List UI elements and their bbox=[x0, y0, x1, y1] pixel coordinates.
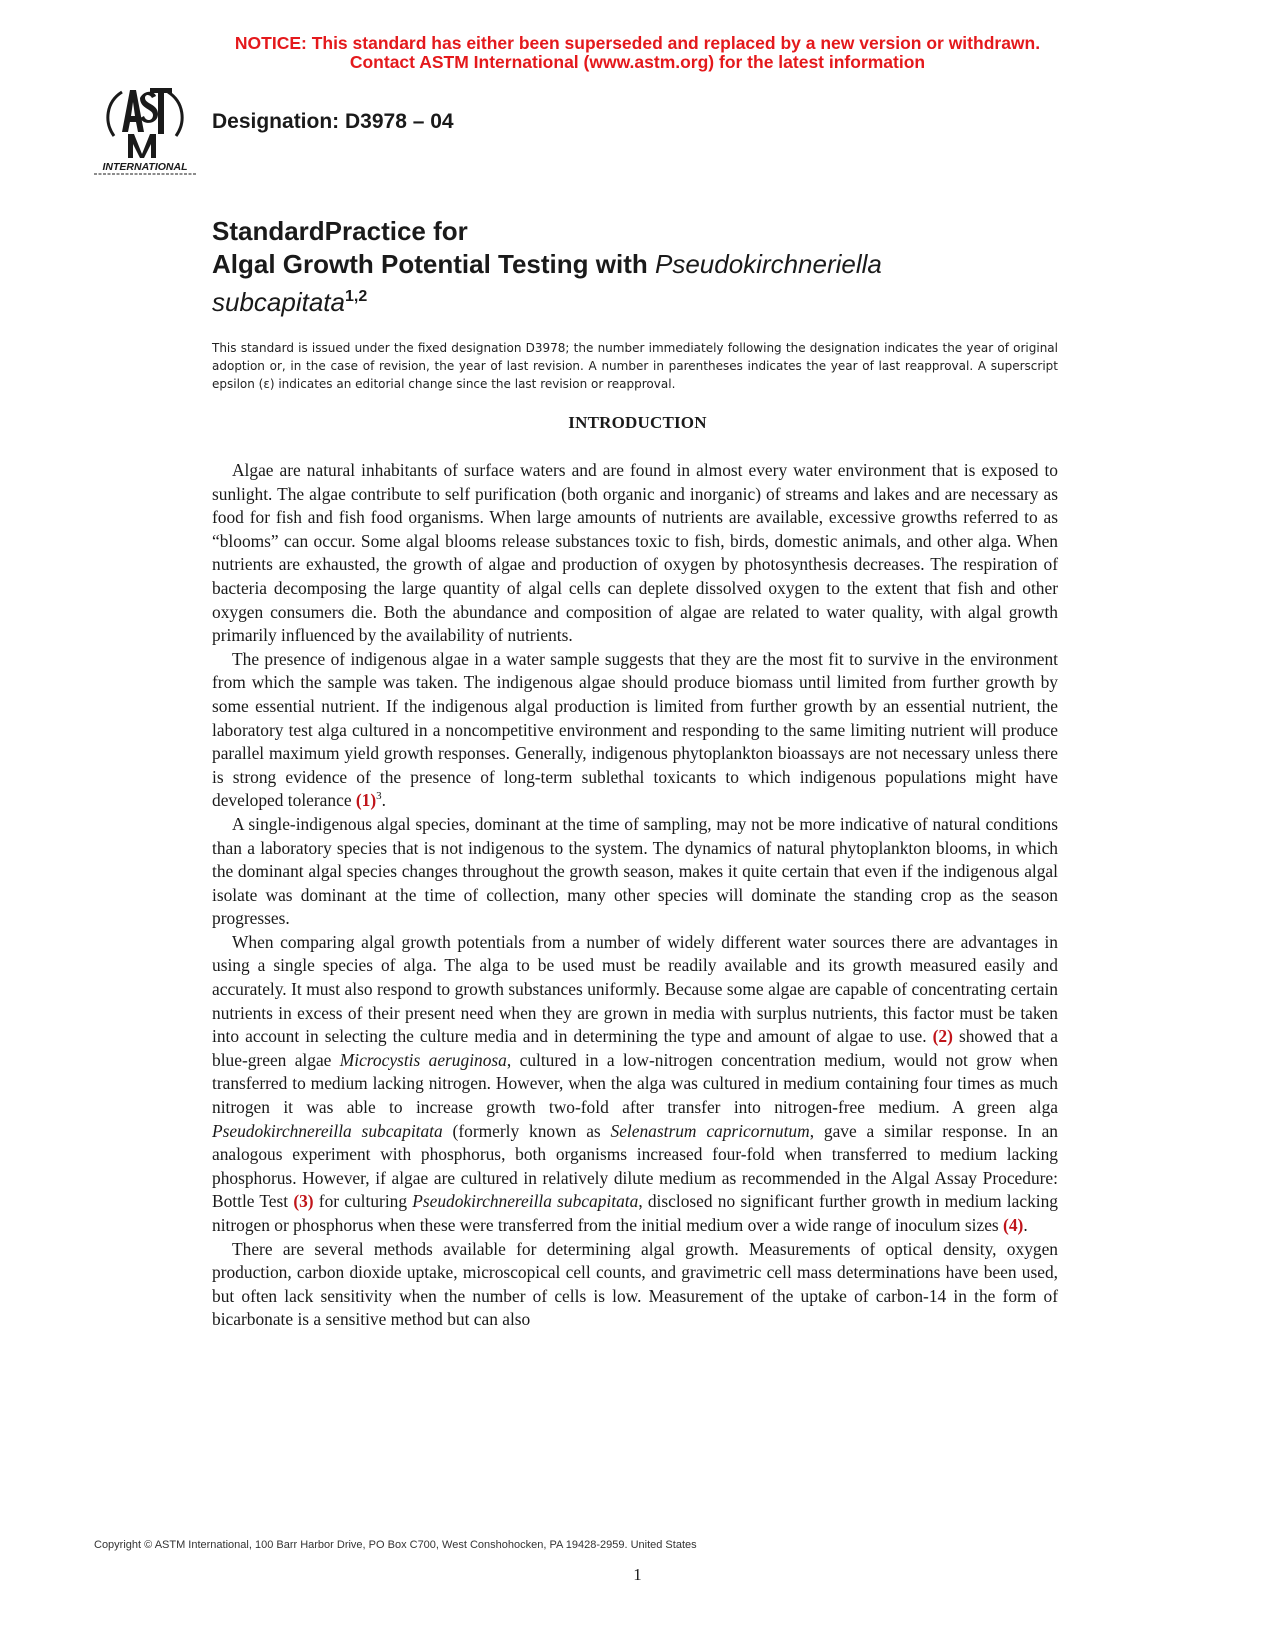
designation: Designation: D3978 – 04 bbox=[212, 110, 454, 133]
paragraph-4-part-e: , gave a similar response. In an analogous experiment with phosphorus, both organisms increased four-fold when transferred to medium lacking phosphorus. However, if algae are cultured in relatively dilute medium as recommended in the Algal Assay Procedure: Bottle Test bbox=[212, 1120, 1058, 1212]
withdrawal-notice bbox=[0, 34, 1275, 72]
title-line-2 bbox=[212, 248, 882, 280]
paragraph-4 bbox=[212, 931, 1058, 1238]
copyright-footer: Copyright © ASTM International, 100 Barr Harbor Drive, PO Box C700, West Conshohocken, PA 19428-2959. United States bbox=[94, 1539, 697, 1551]
paragraph-4-part-c: , cultured in a low-nitrogen concentration medium, would not grow when transferred to medium lacking nitrogen. However, when the alga was cultured in medium containing four times as much nitrogen it was able to increase growth two-fold after transfer into nitrogen-free medium. A green alga bbox=[212, 1049, 1059, 1118]
notice-line-1: NOTICE: This standard has either been superseded and replaced by a new version or withdrawn. bbox=[234, 33, 1041, 53]
species-pseudokirchnereilla: Pseudokirchnereilla subcapitata bbox=[212, 1120, 443, 1141]
title-species-epithet: subcapitata bbox=[212, 287, 345, 317]
paragraph-4-part-a: When comparing algal growth potentials from a number of widely different water sources there are advantages in using a single species of alga. The alga to be used must be readily available and its growth measured easily and accurately. It must also respond to growth substances uniformly. Because some algae are capable of concentrating certain nutrients in excess of their present need when they are grown in media with surplus nutrients, this factor must be taken into account in selecting the culture media and in determining the type and amount of algae to use. bbox=[212, 931, 1058, 1047]
astm-logo-icon bbox=[92, 82, 198, 178]
standard-title bbox=[212, 214, 882, 319]
reference-link-2[interactable]: (2) bbox=[932, 1026, 953, 1047]
paragraph-2-end: . bbox=[381, 790, 387, 811]
species-microcystis: Microcystis aeruginosa bbox=[339, 1049, 507, 1070]
paragraph-4-part-h: . bbox=[1023, 1215, 1028, 1235]
paragraph-5: There are several methods available for determining algal growth. Measurements of optical density, oxygen production, carbon dioxide uptake, microscopical cell counts, and gravimetric cell mass determinations have been used, but often lack sensitivity when the number of cells is low. Measurement of the uptake of carbon-14 in the form of bicarbonate is a sensitive method but can also bbox=[212, 1238, 1058, 1330]
reference-link-4[interactable]: (4) bbox=[1003, 1215, 1024, 1235]
paragraph-2 bbox=[212, 648, 1058, 813]
title-line-3 bbox=[212, 280, 882, 319]
paragraph-4-part-b: showed that a blue-green algae bbox=[212, 1026, 1058, 1070]
paragraph-4-part-f: for culturing bbox=[313, 1191, 413, 1212]
footnote-ref-3: 3 bbox=[376, 790, 382, 803]
title-species-genus: Pseudokirchneriella bbox=[654, 249, 882, 279]
logo-wordmark: INTERNATIONAL bbox=[102, 161, 188, 173]
reference-link-1[interactable]: (1) bbox=[355, 790, 377, 811]
page-number: 1 bbox=[633, 1565, 642, 1584]
species-pseudokirchnereilla-2: Pseudokirchnereilla subcapitata bbox=[412, 1191, 639, 1212]
title-main: Algal Growth Potential Testing with bbox=[212, 249, 648, 279]
paragraph-4-part-d: (formerly known as bbox=[442, 1120, 611, 1141]
paragraph-2-text: The presence of indigenous algae in a water sample suggests that they are the most fit to survive in the environment from which the sample was taken. The indigenous algae should produce biomass until limited from further growth by some essential nutrient. If the indigenous algal production is limited from further growth by an essential nutrient, the laboratory test alga cultured in a noncompetitive environment and responding to the same limiting nutrient will produce parallel maximum yield growth responses. Generally, indigenous phytoplankton bioassays are not necessary unless there is strong evidence of the presence of long-term sublethal toxicants to which indigenous populations might have developed tolerance bbox=[212, 648, 1058, 811]
issued-note: This standard is issued under the fixed designation D3978; the number immediately following the designation indicates the year of original adoption or, in the case of revision, the year of last revision. A number in parentheses indicates the year of last reapproval. A superscript epsilon (ε) indicates an editorial change since the last revision or reapproval. bbox=[212, 341, 1058, 391]
introduction-heading: INTRODUCTION bbox=[568, 413, 707, 432]
paragraph-3: A single-indigenous algal species, dominant at the time of sampling, may not be more indicative of natural conditions than a laboratory species that is not indigenous to the system. The dynamics of natural phytoplankton blooms, in which the dominant algal species changes throughout the growth season, makes it quite certain that even if the indigenous algal isolate was dominant at the time of collection, many other species will dominate the standing crop as the season progresses. bbox=[212, 813, 1058, 929]
title-line-1: StandardPractice for bbox=[212, 216, 468, 246]
introduction-body bbox=[212, 459, 1058, 1332]
title-footnote-ref: 1,2 bbox=[344, 288, 368, 305]
notice-line-2: Contact ASTM International (www.astm.org) for the latest information bbox=[349, 52, 926, 72]
paragraph-4-part-g: , disclosed no significant further growth in medium lacking nitrogen or phosphorus when these were transferred from the initial medium over a wide range of inoculum sizes bbox=[212, 1191, 1058, 1235]
species-selenastrum: Selenastrum capricornutum bbox=[610, 1120, 810, 1141]
paragraph-1: Algae are natural inhabitants of surface waters and are found in almost every water environment that is exposed to sunlight. The algae contribute to self purification (both organic and inorganic) of streams and lakes and are necessary as food for fish and fish food organisms. When large amounts of nutrients are available, excessive growths referred to as “blooms” can occur. Some algal blooms release substances toxic to fish, birds, domestic animals, and other alga. When nutrients are exhausted, the growth of algae and production of oxygen by photosynthesis decreases. The respiration of bacteria decomposing the large quantity of algal cells can deplete dissolved oxygen to the extent that fish and other oxygen consumers die. Both the abundance and composition of algae are related to water quality, with algal growth primarily influenced by the availability of nutrients. bbox=[212, 460, 1058, 646]
reference-link-3[interactable]: (3) bbox=[293, 1191, 314, 1212]
